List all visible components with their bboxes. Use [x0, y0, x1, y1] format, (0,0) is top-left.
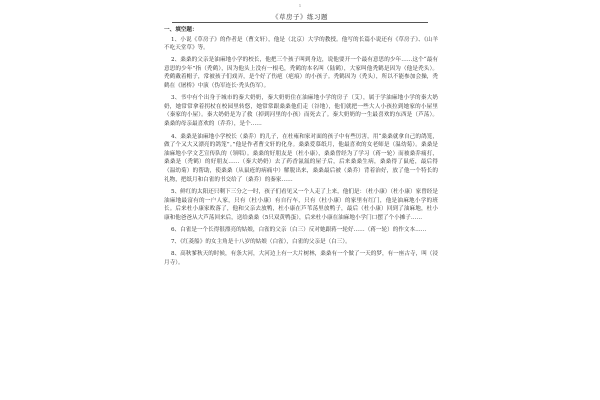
section-heading: 一、填空题： [164, 27, 198, 33]
title-divider [172, 22, 428, 23]
question-paragraph-4: 4、桑桑是油麻地小学校长（桑乔）的儿子，在杜雍和家对面的孩子中有些厉害，用“桑桑就拿自己的鸽笼，做了个又大又漂亮的鸽笼”。”他是作者曹文轩的化身。桑桑爱慕纸月，他最喜欢的女老师是（温幼菊）。桑桑是油麻地小学文艺宣传队的（领唱）。桑桑的好朋友是（杜小康），桑桑曾经为了学习（蒋一轮）而被桑乔痛打，桑桑是（秃鹤）的好朋友……（秦大奶奶）去了药香氤氲的屋子后，后来桑桑生病，桑桑得了鼠疮，最后得（温幼菊）的帮助，使桑桑（从鼠疮的病痛中）解脱出来，桑桑最后被（桑乔）背着治好，放了他一个特长的礼物，把纸月和白雀的书交给了（桑乔）的秦家…… [164, 133, 438, 183]
page-number: 1 [298, 3, 302, 8]
question-paragraph-6: 6、白雀是一个长得很漂亮的姑娘，白雀的父亲（白三）反对她跟蒋一轮好……（蒋一轮）的作文本…… [171, 226, 427, 233]
question-paragraph-7: 7、《红菱船》的女主角是十八岁的姑娘（白雀），白雀的父亲是（白三）。 [171, 239, 351, 246]
question-paragraph-1: 1、小说《草房子》的作者是（曹文轩），他是（北京）大学的教授。他写的长篇小说还有《草房子》、《山羊不吃天堂草》等。 [164, 36, 438, 52]
document-title: 《草房子》练习题 [272, 13, 328, 21]
question-paragraph-3: 3、书中有个出身于城市的秦大奶奶，秦大奶奶住在油麻地小学的房子（艾），属于学油麻地小学的秦大奶奶，她常常拿着拐杖在校园里转悠，她常常跟桑桑他们走（谷地），他们就把一些大人小孩拉到她家的小屋里（秦家的小屋）。秦大奶奶是为了救（掉到河里的小孩）而死去了。秦大奶奶的一生最喜欢的东西是（芦荡）。桑桑的母亲最喜欢的（乔乔），是个…… [164, 95, 438, 127]
document-page [150, 0, 450, 400]
document-body [164, 26, 438, 398]
question-paragraph-5: 5、鲜红的太阳还只剩下三分之一时，孩子们看见又一个人走了上来，他们是：（杜小康）（杜小康）家曾经是油麻地最富有的一户人家，只有（杜小康）有自行车，只有（杜小康）的家里有红门，他是油麻地小学的班长。后来杜小康家败落了，他和父亲去放鸭，杜小康在芦苇荡里放鸭子，最后（杜小康）回到了油麻地，杜小康和他爸爸从大芦荡回来后，送给桑桑（5只双黄鸭蛋），后来杜小康在油麻地小学门口摆了个小摊子…… [164, 189, 438, 221]
question-paragraph-8: 8、高秋爹秋天的时候，有条大河，大河边上有一大片树林，桑桑有一个做了一天的梦，有一座古寺，叫（浸月寺）。 [164, 251, 438, 266]
question-paragraph-2: 2、桑桑的父亲是油麻地小学的校长，他把三个孩子叫到身边，说他要开一个最有意思的少年……这个“最有意思的少年”指（秃鹤），因为他头上没有一根毛，秃鹤的本名叫（陆鹤），大家叫他秃鹤是因为（他是秃头）。秃鹤戴着帽子，常被孩子们戏弄，是个好了伤疤（疤痕）的小孩子。秃鹤因为（秃头），所以不能参加会操，秃鹤在《屠桥》中演（伪军连长·秃头伪军）。 [164, 57, 438, 90]
